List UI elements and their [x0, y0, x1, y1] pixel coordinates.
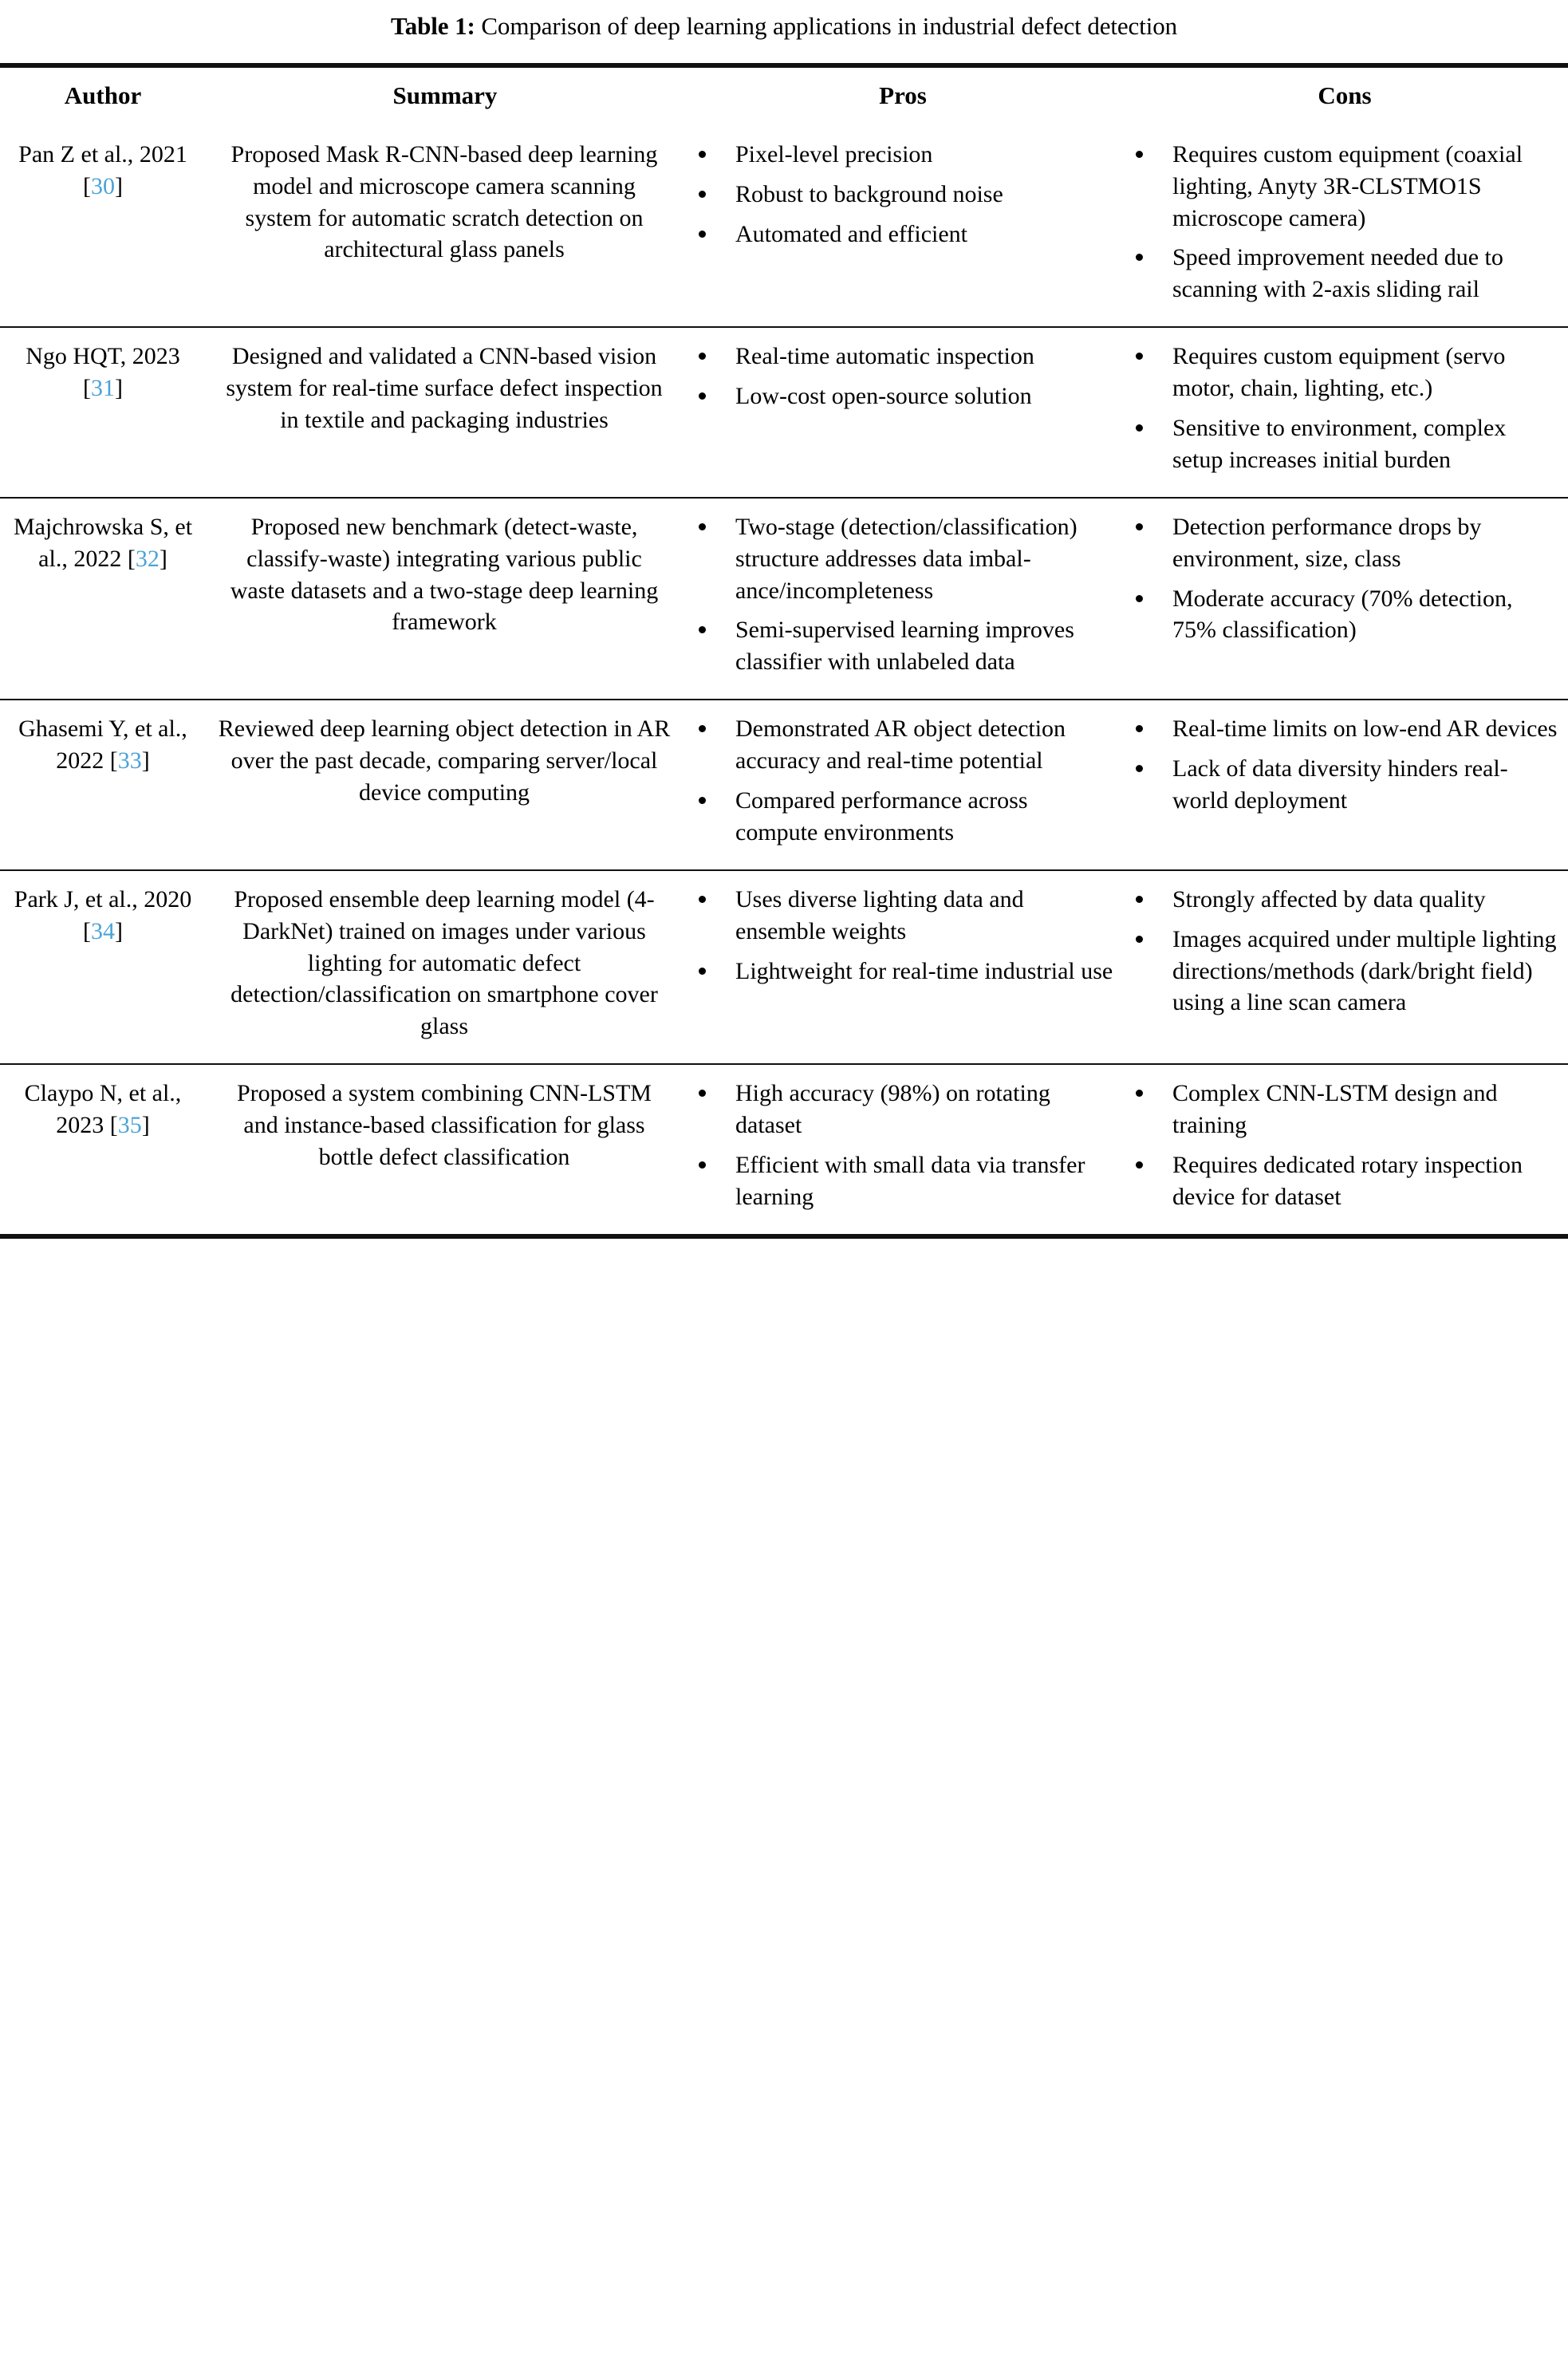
- table-caption: [0, 0, 1568, 63]
- column-header-cons: Cons: [1318, 81, 1372, 109]
- bullet-icon: [699, 1161, 706, 1169]
- cons-item-text: Moderate accuracy (70% detection, 75% classification): [1172, 585, 1513, 644]
- pros-item-text: Uses diverse lighting data and ensemble weights: [735, 885, 1024, 944]
- author-name: Ngo HQT,: [26, 343, 127, 370]
- cons-list: [1121, 713, 1568, 817]
- cell-pros: [684, 870, 1121, 1064]
- cons-list: [1121, 511, 1568, 647]
- bullet-icon: [1136, 936, 1143, 943]
- author-year: 2021 [: [83, 140, 187, 199]
- cons-item-text: Lack of data diversity hinders real-world deployment: [1172, 755, 1508, 814]
- caption-label: Table 1:: [390, 12, 475, 40]
- cell-author: [0, 126, 206, 327]
- pros-list-item: [684, 380, 1113, 412]
- bullet-icon: [1136, 254, 1143, 261]
- cons-item-text: Images acquired under multiple lighting directions/methods (dark/bright field) using a line scan camera: [1172, 925, 1557, 1016]
- pros-list-item: [684, 139, 1113, 171]
- citation-bracket-close: ]: [115, 917, 123, 944]
- author-year: 2023 [: [56, 1112, 118, 1139]
- citation-reference-link[interactable]: 33: [117, 747, 142, 775]
- author-name: Claypo N, et al.,: [24, 1080, 182, 1107]
- cell-summary: [206, 327, 684, 498]
- column-header-pros: Pros: [879, 81, 927, 109]
- pros-list: [684, 713, 1121, 849]
- cell-cons: [1121, 1064, 1568, 1234]
- table-header: [0, 68, 1568, 126]
- cons-list-item: [1121, 583, 1560, 647]
- table-row: [0, 1064, 1568, 1234]
- bullet-icon: [1136, 151, 1143, 158]
- bullet-icon: [1136, 595, 1143, 602]
- pros-list-item: [684, 511, 1113, 607]
- pros-list-item: [684, 179, 1113, 211]
- citation-bracket-close: ]: [141, 1112, 150, 1139]
- bullet-icon: [699, 191, 706, 198]
- author-year: 2022 [: [56, 747, 118, 775]
- cons-list-item: [1121, 412, 1560, 476]
- cons-list: [1121, 1078, 1568, 1213]
- pros-item-text: Compared performance across compute environments: [735, 787, 1028, 846]
- table-body: [0, 126, 1568, 1234]
- cons-list-item: [1121, 924, 1560, 1019]
- bullet-icon: [699, 151, 706, 158]
- author-year: 2022 [: [73, 545, 136, 572]
- bullet-icon: [1136, 725, 1143, 732]
- cell-author: [0, 1064, 206, 1234]
- pros-list-item: [684, 785, 1113, 849]
- cons-list-item: [1121, 713, 1560, 745]
- author-name: Pan Z et al.,: [18, 140, 134, 168]
- author-year: 2023 [: [83, 343, 180, 402]
- pros-list: [684, 884, 1121, 987]
- bullet-icon: [1136, 523, 1143, 530]
- cons-list: [1121, 139, 1568, 305]
- cell-summary: [206, 700, 684, 870]
- pros-list: [684, 511, 1121, 678]
- citation-bracket-close: ]: [141, 747, 150, 775]
- cons-list: [1121, 884, 1568, 1019]
- bullet-icon: [699, 725, 706, 732]
- cell-cons: [1121, 327, 1568, 498]
- author-year: 2020 [: [83, 885, 192, 944]
- header-row: [0, 68, 1568, 126]
- pros-list-item: [684, 956, 1113, 987]
- cell-cons: [1121, 700, 1568, 870]
- table-row: [0, 327, 1568, 498]
- cell-pros: [684, 1064, 1121, 1234]
- cell-cons: [1121, 498, 1568, 700]
- table-row: [0, 498, 1568, 700]
- bullet-icon: [1136, 896, 1143, 903]
- citation-bracket-close: ]: [115, 172, 123, 199]
- citation-bracket-close: ]: [115, 375, 123, 402]
- cons-item-text: Requires custom equipment (coaxial lighting, Anyty 3R-CLSTMO1S microscope camera): [1172, 140, 1523, 231]
- cell-summary: [206, 498, 684, 700]
- cons-item-text: Requires custom equipment (servo motor, chain, lighting, etc.): [1172, 343, 1506, 402]
- bullet-icon: [1136, 1090, 1143, 1097]
- author-name: Ghasemi Y, et al.,: [18, 715, 187, 743]
- author-name: Park J, et al.,: [14, 885, 138, 913]
- summary-text: Proposed a system combining CNN-LSTM and instance-based classification for glass bottle defect classification: [237, 1080, 652, 1171]
- cell-author: [0, 870, 206, 1064]
- pros-item-text: Low-cost open-source solution: [735, 383, 1032, 410]
- pros-item-text: Efficient with small data via transfer learning: [735, 1152, 1085, 1210]
- summary-text: Proposed new benchmark (detect-waste, classify-waste) integrating various public waste datasets and a two-stage deep learning framework: [230, 513, 659, 636]
- cons-item-text: Real-time limits on low-end AR devices: [1172, 715, 1558, 743]
- column-header-summary: Summary: [392, 81, 498, 109]
- pros-list-item: [684, 219, 1113, 250]
- citation-reference-link[interactable]: 32: [135, 545, 160, 572]
- cons-item-text: Strongly affected by data quality: [1172, 885, 1486, 913]
- pros-item-text: Demonstrated AR object detection accuracy and real-time potential: [735, 715, 1066, 775]
- bullet-icon: [699, 626, 706, 633]
- cons-list: [1121, 341, 1568, 476]
- pros-list: [684, 1078, 1121, 1213]
- pros-item-text: Semi-supervised learning improves classifier with unlabeled data: [735, 617, 1074, 676]
- bullet-icon: [1136, 424, 1143, 432]
- cons-list-item: [1121, 341, 1560, 404]
- pros-item-text: Automated and efficient: [735, 220, 968, 247]
- bullet-icon: [699, 523, 706, 530]
- pros-item-text: Robust to background noise: [735, 180, 1003, 207]
- bullet-icon: [1136, 353, 1143, 360]
- comparison-table: [0, 68, 1568, 1234]
- cell-summary: [206, 1064, 684, 1234]
- cell-cons: [1121, 870, 1568, 1064]
- summary-text: Reviewed deep learning object detection in AR over the past decade, comparing server/local device computing: [218, 715, 671, 806]
- bullet-icon: [1136, 765, 1143, 772]
- table-row: [0, 870, 1568, 1064]
- cell-author: [0, 327, 206, 498]
- pros-list-item: [684, 614, 1113, 678]
- cons-list-item: [1121, 1078, 1560, 1141]
- cons-item-text: Speed improvement needed due to scanning with 2-axis sliding rail: [1172, 244, 1503, 303]
- cell-pros: [684, 700, 1121, 870]
- cell-summary: [206, 126, 684, 327]
- pros-list-item: [684, 341, 1113, 373]
- summary-text: Proposed Mask R-CNN-based deep learning model and microscope camera scanning system for automatic scratch detection on architectural glass panels: [230, 140, 658, 263]
- cell-pros: [684, 327, 1121, 498]
- pros-list-item: [684, 884, 1113, 948]
- cons-list-item: [1121, 242, 1560, 305]
- cons-list-item: [1121, 1149, 1560, 1213]
- cons-list-item: [1121, 511, 1560, 575]
- pros-item-text: Lightweight for real-time industrial use: [735, 957, 1113, 984]
- pros-list: [684, 139, 1121, 250]
- column-header-author: Author: [64, 81, 142, 109]
- bullet-icon: [1136, 1161, 1143, 1169]
- cell-author: [0, 498, 206, 700]
- cell-author: [0, 700, 206, 870]
- cons-list-item: [1121, 753, 1560, 817]
- pros-item-text: Real-time automatic inspection: [735, 343, 1034, 370]
- citation-bracket-close: ]: [159, 545, 167, 572]
- cons-item-text: Sensitive to environment, complex setup increases initial burden: [1172, 414, 1507, 473]
- bullet-icon: [699, 231, 706, 238]
- summary-text: Designed and validated a CNN-based vision system for real-time surface defect inspection in textile and packaging industries: [226, 343, 663, 433]
- cell-pros: [684, 126, 1121, 327]
- pros-list-item: [684, 1078, 1113, 1141]
- pros-list: [684, 341, 1121, 412]
- pros-list-item: [684, 1149, 1113, 1213]
- cons-item-text: Detection performance drops by environment, size, class: [1172, 513, 1482, 572]
- bullet-icon: [699, 392, 706, 400]
- caption-text: Comparison of deep learning applications in industrial defect detection: [475, 12, 1178, 40]
- pros-list-item: [684, 713, 1113, 777]
- pros-item-text: Two-stage (detection/classification) structure addresses data imbal-ance/incompleteness: [735, 513, 1078, 604]
- table-row: [0, 700, 1568, 870]
- author-name: Majchrowska S, et al.,: [13, 513, 193, 572]
- cell-pros: [684, 498, 1121, 700]
- cons-item-text: Complex CNN-LSTM design and training: [1172, 1080, 1498, 1139]
- summary-text: Proposed ensemble deep learning model (4-DarkNet) trained on images under various lighting for automatic defect detection/classification on smartphone cover glass: [230, 885, 658, 1040]
- cons-item-text: Requires dedicated rotary inspection device for dataset: [1172, 1152, 1523, 1210]
- bullet-icon: [699, 896, 706, 903]
- cons-list-item: [1121, 884, 1560, 916]
- bullet-icon: [699, 1090, 706, 1097]
- citation-reference-link[interactable]: 34: [91, 917, 115, 944]
- citation-reference-link[interactable]: 31: [91, 375, 115, 402]
- bullet-icon: [699, 353, 706, 360]
- cell-cons: [1121, 126, 1568, 327]
- citation-reference-link[interactable]: 30: [91, 172, 115, 199]
- table-row: [0, 126, 1568, 327]
- cell-summary: [206, 870, 684, 1064]
- table-bottom-double-rule: [0, 1234, 1568, 1239]
- bullet-icon: [699, 968, 706, 975]
- citation-reference-link[interactable]: 35: [117, 1112, 142, 1139]
- pros-item-text: High accuracy (98%) on rotating dataset: [735, 1080, 1050, 1139]
- bullet-icon: [699, 797, 706, 804]
- pros-item-text: Pixel-level precision: [735, 140, 933, 168]
- cons-list-item: [1121, 139, 1560, 235]
